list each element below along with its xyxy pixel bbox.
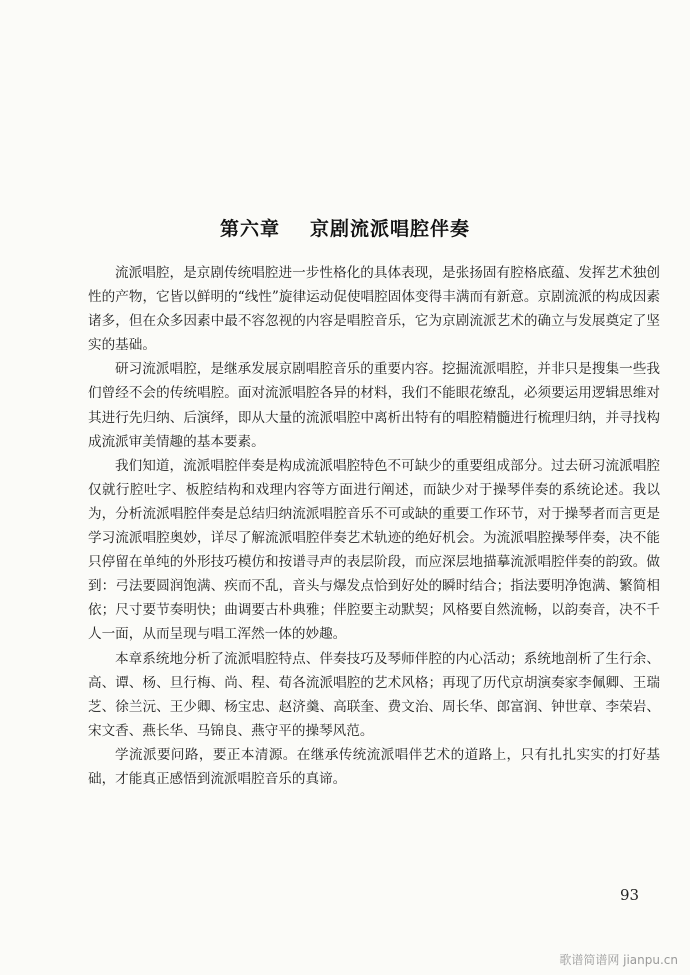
paragraph-1: 流派唱腔，是京剧传统唱腔进一步性格化的具体表现，是张扬固有腔格底蕴、发挥艺术独创性的产物，它皆以鲜明的“线性”旋律运动促使唱腔固体变得丰满而有新意。京剧流派的构成因素诸多，但在众多因素中最不容忽视的内容是唱腔音乐，它为京剧流派艺术的确立与发展奠定了坚实的基础。 bbox=[88, 265, 660, 354]
chapter-body bbox=[88, 261, 660, 791]
chapter-heading bbox=[0, 214, 690, 241]
chapter-number: 第六章 bbox=[219, 217, 280, 240]
paragraph-4: 本章系统地分析了流派唱腔特点、伴奏技巧及琴师伴腔的内心活动；系统地剖析了生行余、高、谭、杨、旦行梅、尚、程、荀各流派唱腔的艺术风格；再现了历代京胡演奏家李佩卿、王瑞芝、徐兰沅、王少卿、杨宝忠、赵济羹、高联奎、费文治、周长华、郎富润、钟世章、李荣岩、宋文香、燕长华、马锦良、燕守平的操琴风范。 bbox=[88, 650, 660, 739]
paragraph-3: 我们知道，流派唱腔伴奏是构成流派唱腔特色不可缺少的重要组成部分。过去研习流派唱腔仅就行腔吐字、板腔结构和戏理内容等方面进行阐述，而缺少对于操琴伴奏的系统论述。我以为，分析流派唱腔伴奏是总结归纳流派唱腔音乐不可或缺的重要工作环节，对于操琴者而言更是学习流派唱腔奥妙，详尽了解流派唱腔伴奏艺术轨迹的绝好机会。为流派唱腔操琴伴奏，决不能只停留在单纯的外形技巧模仿和按谱寻声的表层阶段，而应深层地描摹流派唱腔伴奏的韵致。做到：弓法要圆润饱满、疾而不乱，音头与爆发点恰到好处的瞬时结合；指法要明净饱满、繁简相依；尺寸要节奏明快；曲调要古朴典雅；伴腔要主动默契；风格要自然流畅，以韵奏音，决不千人一面，从而呈现与唱工浑然一体的妙趣。 bbox=[88, 457, 660, 643]
paragraph-2: 研习流派唱腔，是继承发展京剧唱腔音乐的重要内容。挖掘流派唱腔，并非只是搜集一些我们曾经不会的传统唱腔。面对流派唱腔各异的材料，我们不能眼花缭乱，必须要运用逻辑思维对其进行先归纳、后演绎，即从大量的流派唱腔中离析出特有的唱腔精髓进行梳理归纳，并寻找构成流派审美情趣的基本要素。 bbox=[88, 361, 660, 450]
page-number: 93 bbox=[620, 886, 640, 904]
chapter-title: 京剧流派唱腔伴奏 bbox=[310, 217, 471, 240]
site-watermark: 歌谱简谱网 jianpu.cn bbox=[559, 953, 678, 967]
paragraph-5: 学流派要问路，要正本清源。在继承传统流派唱伴艺术的道路上，只有扎扎实实的打好基础，才能真正感悟到流派唱腔音乐的真谛。 bbox=[88, 746, 660, 787]
